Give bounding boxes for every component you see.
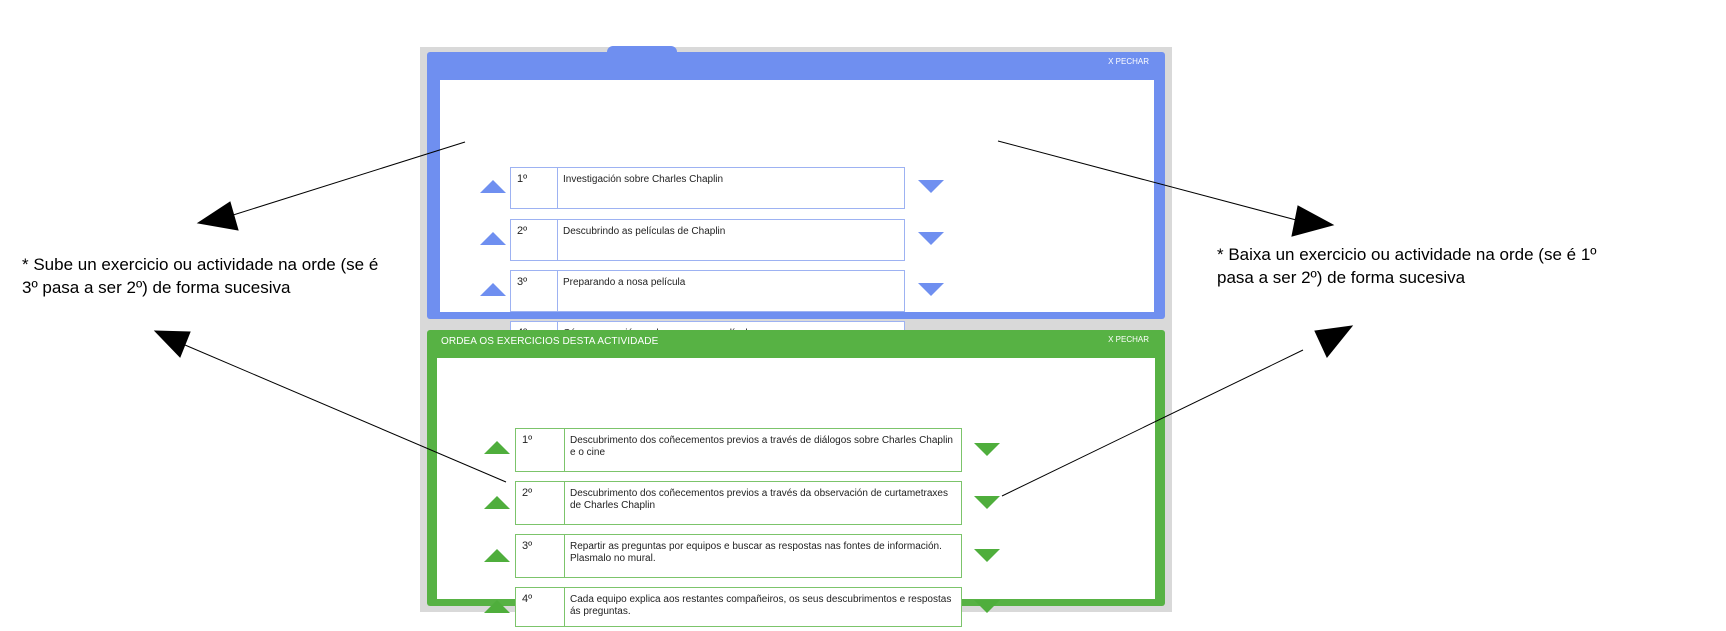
close-button[interactable]: X PECHAR: [1108, 335, 1149, 344]
arrow-line-left-bottom: [185, 345, 506, 482]
left-annotation-note: * Sube un exercicio ou actividade na orde (se é 3º pasa a ser 2º) de forma sucesiva: [22, 255, 379, 297]
order-number: 3º: [515, 534, 565, 578]
close-button[interactable]: X PECHAR: [1108, 57, 1149, 66]
order-number: 2º: [510, 219, 558, 261]
order-number: 4º: [515, 587, 565, 627]
exercise-title: Repartir as preguntas por equipos e buscar as respostas nas fontes de información. Plasmalo no mural.: [565, 534, 962, 578]
arrowhead-right-top: [1292, 206, 1333, 236]
order-number: 2º: [515, 481, 565, 525]
exercise-title: Descubrimento dos coñecementos previos a través da observación de curtametraxes de Charles Chaplin: [565, 481, 962, 525]
arrowhead-left-top: [198, 202, 238, 230]
exercise-title: Descubrimento dos coñecementos previos a través de diálogos sobre Charles Chaplin e o cine: [565, 428, 962, 472]
order-number: 1º: [510, 167, 558, 209]
arrow-line-right-top: [998, 141, 1300, 221]
arrowhead-left-bottom: [155, 331, 190, 357]
exercise-title: Preparando a nosa película: [558, 270, 905, 312]
exercise-title: Cada equipo explica aos restantes compañeiros, os seus descubrimentos e respostas ás preguntas.: [565, 587, 962, 627]
exercise-title: Investigación sobre Charles Chaplin: [558, 167, 905, 209]
panel-title: ORDEA OS EXERCICIOS DESTA ACTIVIDADE: [441, 336, 659, 347]
arrow-line-right-bottom: [1002, 350, 1303, 496]
exercise-title: Descubrindo as películas de Chaplin: [558, 219, 905, 261]
order-number: 3º: [510, 270, 558, 312]
arrow-line-left-top: [230, 142, 465, 216]
order-number: 1º: [515, 428, 565, 472]
arrowhead-right-bottom: [1315, 326, 1352, 357]
right-annotation-note: * Baixa un exercicio ou actividade na orde (se é 1º pasa a ser 2º) de forma sucesiva: [1217, 245, 1597, 287]
